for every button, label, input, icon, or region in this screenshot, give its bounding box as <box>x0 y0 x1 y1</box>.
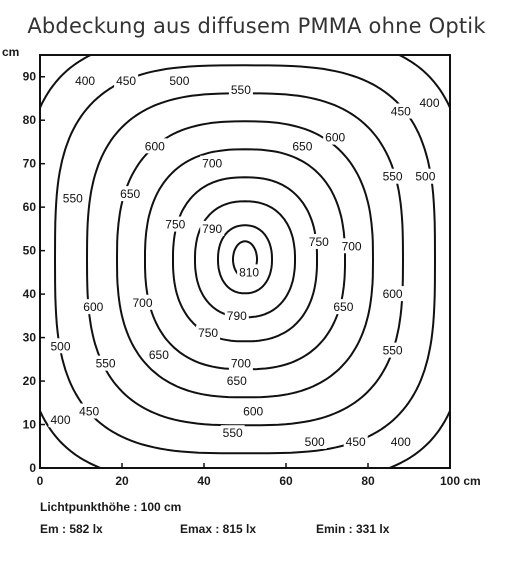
contour-label-650 <box>225 373 249 388</box>
contour-label-650 <box>331 299 355 314</box>
contour-label-text: 450 <box>116 74 137 89</box>
contour-label-text: 700 <box>132 295 153 310</box>
contour-label-text: 550 <box>382 343 403 358</box>
contour-label-600 <box>81 299 105 314</box>
contour-label-text: 600 <box>325 130 346 145</box>
contour-label-400 <box>389 434 413 449</box>
contour-label-450 <box>344 434 368 449</box>
contour-790 <box>218 225 272 293</box>
contour-label-400 <box>73 73 97 88</box>
contour-label-450 <box>77 403 101 418</box>
em-value: Em : 582 lx <box>40 522 103 536</box>
contour-label-550 <box>229 82 253 97</box>
light-point-height: Lichtpunkthöhe : 100 cm <box>40 500 182 514</box>
contour-label-text: 700 <box>202 156 223 171</box>
contour-label-text: 550 <box>382 169 403 184</box>
contour-label-text: 650 <box>120 187 141 202</box>
contour-label-450 <box>389 104 413 119</box>
contour-650 <box>145 149 345 369</box>
x-tick-label: 100 cm <box>440 474 481 488</box>
y-tick-label: 10 <box>22 417 36 432</box>
contour-label-500 <box>167 73 191 88</box>
contour-label-text: 650 <box>333 300 354 315</box>
contour-label-750 <box>307 234 331 249</box>
y-tick-label: 30 <box>22 330 36 345</box>
chart-title: Abdeckung aus diffusem PMMA ohne Optik <box>27 14 486 38</box>
contour-label-text: 450 <box>390 104 411 119</box>
contour-label-600 <box>381 286 405 301</box>
contour-label-550 <box>381 343 405 358</box>
x-tick-label: 0 <box>36 474 44 488</box>
contour-label-700 <box>200 156 224 171</box>
contour-label-text: 600 <box>83 300 104 315</box>
contour-label-text: 400 <box>419 95 440 110</box>
contour-label-text: 700 <box>341 239 362 254</box>
contour-label-text: 700 <box>230 356 251 371</box>
contour-label-600 <box>323 130 347 145</box>
x-tick-label: 60 <box>279 474 293 488</box>
contour-label-790 <box>225 308 249 323</box>
emin-value: Emin : 331 lx <box>316 522 390 536</box>
contour-label-650 <box>147 347 171 362</box>
contour-label-text: 810 <box>239 265 260 280</box>
contour-label-text: 550 <box>230 82 251 97</box>
emax-value: Emax : 815 lx <box>180 522 257 536</box>
contour-label-text: 450 <box>79 404 100 419</box>
contour-label-text: 750 <box>308 234 329 249</box>
y-tick-label: 70 <box>22 156 36 171</box>
y-axis-unit: cm <box>2 45 20 59</box>
y-tick-label: 90 <box>22 69 36 84</box>
contour-label-750 <box>163 217 187 232</box>
contour-label-810 <box>237 264 261 279</box>
contour-label-text: 750 <box>165 217 186 232</box>
contour-750 <box>195 201 295 317</box>
y-tick-label: 40 <box>22 287 36 302</box>
contour-label-text: 600 <box>382 287 403 302</box>
contour-500 <box>55 65 435 453</box>
x-tick-label: 20 <box>115 474 129 488</box>
y-tick-label: 80 <box>22 113 36 128</box>
x-tick-label: 40 <box>197 474 211 488</box>
contour-label-text: 550 <box>222 426 243 441</box>
y-tick-label: 20 <box>22 374 36 389</box>
contour-label-450 <box>114 73 138 88</box>
contour-labels <box>49 73 442 449</box>
x-axis-ticks <box>37 463 481 488</box>
contour-label-500 <box>303 434 327 449</box>
contour-label-text: 500 <box>415 169 436 184</box>
contour-label-text: 550 <box>95 356 116 371</box>
contour-label-750 <box>196 325 220 340</box>
contour-label-text: 400 <box>390 434 411 449</box>
contour-label-700 <box>131 295 155 310</box>
contour-label-text: 790 <box>226 308 247 323</box>
contour-label-550 <box>61 190 85 205</box>
contour-label-text: 650 <box>148 347 169 362</box>
contour-label-text: 790 <box>202 221 223 236</box>
contour-label-text: 500 <box>50 339 71 354</box>
contour-label-text: 450 <box>345 434 366 449</box>
y-tick-label: 50 <box>22 243 36 258</box>
contour-label-790 <box>200 221 224 236</box>
contour-label-650 <box>290 138 314 153</box>
contour-label-500 <box>413 169 437 184</box>
y-tick-label: 60 <box>22 200 36 215</box>
contour-label-text: 500 <box>304 434 325 449</box>
contour-label-550 <box>381 169 405 184</box>
contour-label-700 <box>229 356 253 371</box>
contour-label-400 <box>418 95 442 110</box>
contour-label-text: 600 <box>243 404 264 419</box>
contour-label-700 <box>340 238 364 253</box>
y-tick-label: 0 <box>29 461 36 475</box>
contour-label-text: 500 <box>169 74 190 89</box>
contour-label-text: 400 <box>75 74 96 89</box>
contour-label-text: 650 <box>292 139 313 154</box>
contour-label-text: 650 <box>226 374 247 389</box>
contour-label-text: 600 <box>144 139 165 154</box>
x-tick-label: 80 <box>361 474 375 488</box>
contour-label-text: 400 <box>50 413 71 428</box>
contour-label-600 <box>241 403 265 418</box>
contour-label-550 <box>94 356 118 371</box>
contour-label-text: 550 <box>62 191 83 206</box>
contour-label-600 <box>143 138 167 153</box>
contour-label-400 <box>49 412 73 427</box>
contour-label-text: 750 <box>198 326 219 341</box>
contour-label-500 <box>49 338 73 353</box>
contour-label-650 <box>118 186 142 201</box>
contour-label-550 <box>221 425 245 440</box>
